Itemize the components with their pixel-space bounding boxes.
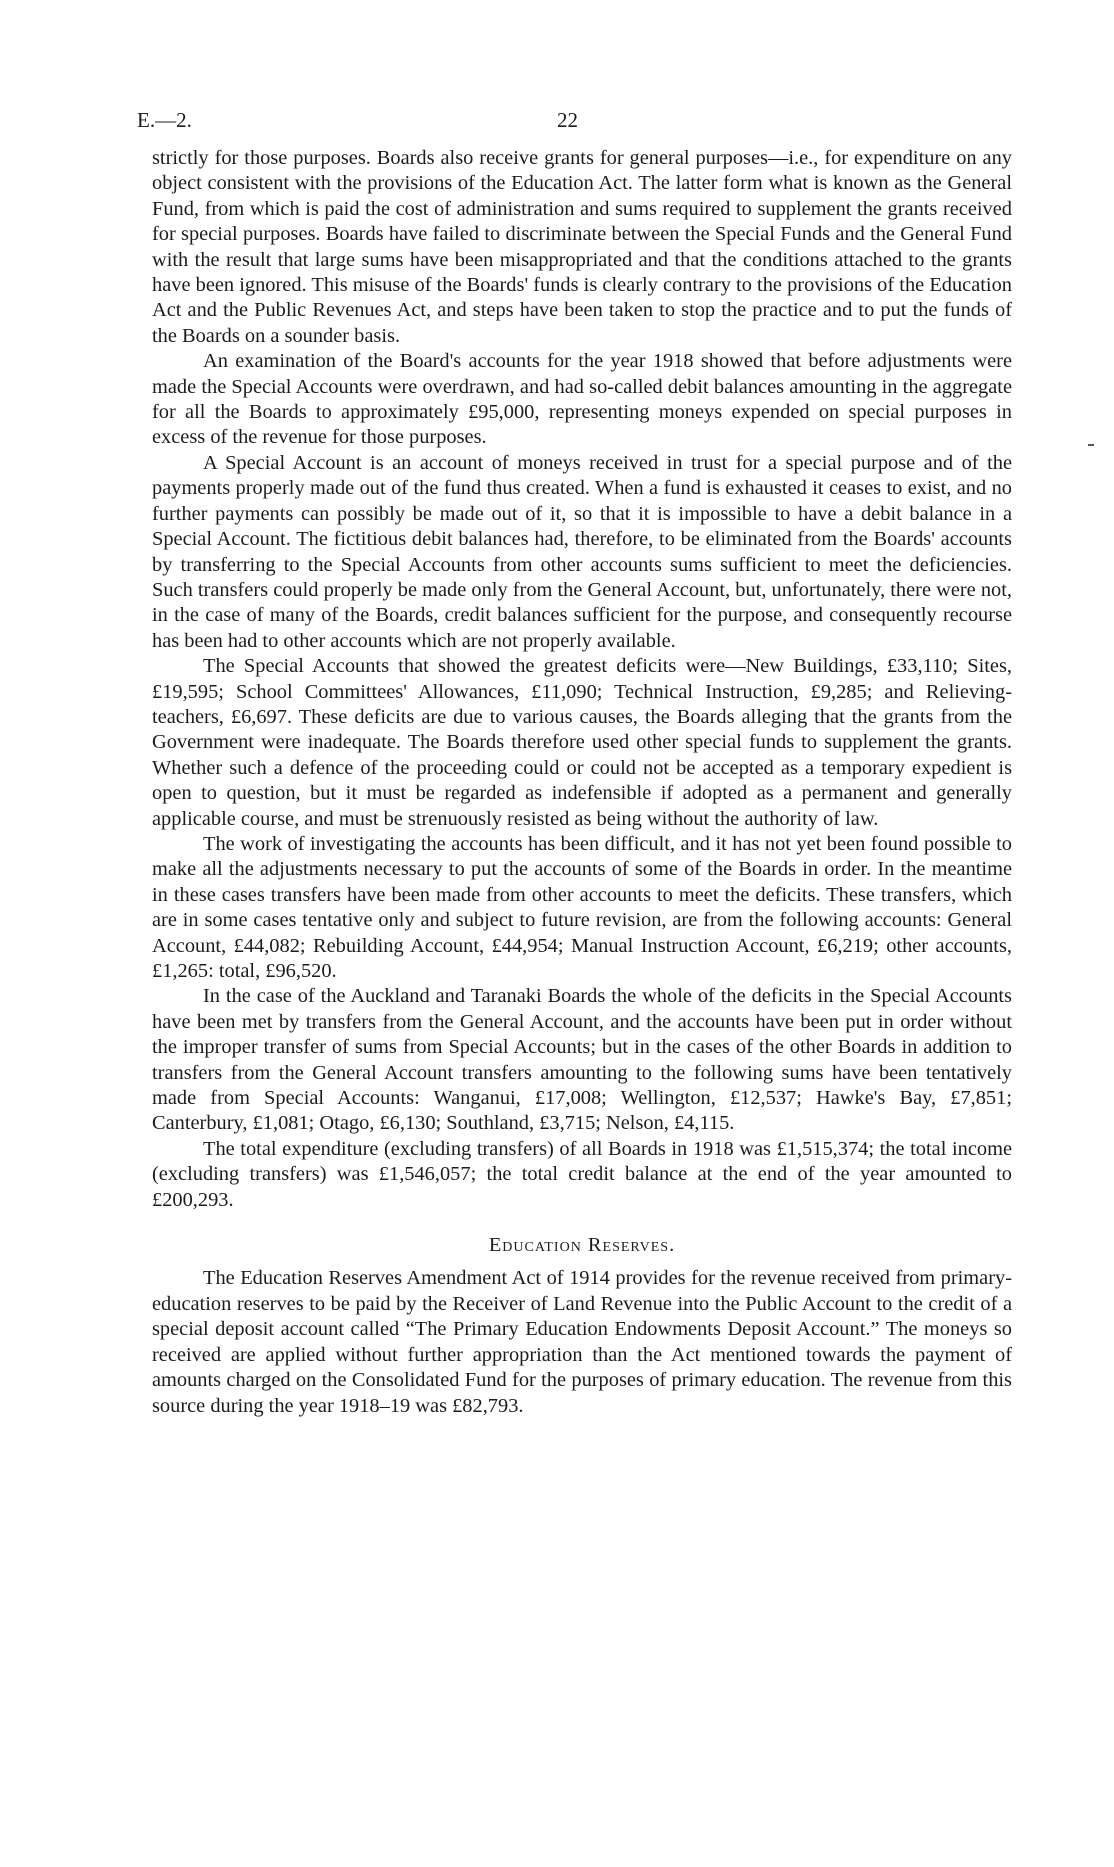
paragraph: In the case of the Auckland and Taranaki Boards the whole of the deficits in the Special Accounts have been met by transfers from the General Account, and the accounts have been put in order without the improper transfer of sums from Special Accounts; but in the cases of the other Boards in addition to transfers from the General Account transfers amounting to the following sums have been tentatively made from Special Accounts: Wanganui, £17,008; Wellington, £12,537; Hawke's Bay, £7,851; Canterbury, £1,081; Otago, £6,130; Southland, £3,715; Nelson, £4,115. <box>152 985 1012 1135</box>
paragraph-continued: strictly for those purposes. Boards also receive grants for general purposes—i.e., for expenditure on any object consistent with the provisions of the Education Act. The latter form what is known as the General Fund, from which is paid the cost of administration and sums required to supplement the grants received for special purposes. Boards have failed to discriminate between the Special Funds and the General Fund with the result that large sums have been misappropriated and that the conditions attached to the grants have been ignored. This misuse of the Boards' funds is clearly contrary to the provisions of the Education Act and the Public Revenues Act, and steps have been taken to stop the practice and to put the funds of the Boards on a sounder basis. <box>152 147 1012 347</box>
paragraph: The total expenditure (excluding transfers) of all Boards in 1918 was £1,515,374; the total income (excluding transfers) was £1,546,057; the total credit balance at the end of the year amounted to £200,293. <box>152 1137 1012 1211</box>
paragraph: A Special Account is an account of moneys received in trust for a special purpose and of the payments properly made out of the fund thus created. When a fund is exhausted it ceases to exist, and no further payments can possibly be made out of it, so that it is impossible to have a debit balance in a Special Account. The fictitious debit balances had, therefore, to be eliminated from the Boards' accounts by transferring to the Special Accounts from other accounts sums sufficient to meet the deficiencies. Such transfers could properly be made only from the General Account, but, unfortunately, there were not, in the case of many of the Boards, credit balances sufficient for the purpose, and consequently recourse has been had to other accounts which are not properly available. <box>152 451 1012 652</box>
paragraph: The Special Accounts that showed the greatest deficits were—New Buildings, £33,110; Sites, £19,595; School Committees' Allowances, £11,090; Technical Instruction, £9,285; and Relieving-teachers, £6,697. These deficits are due to various causes, the Boards alleging that the grants from the Government were inadequate. The Boards therefore used other special funds to supplement the grants. Whether such a defence of the proceeding could or could not be accepted as a temporary expedient is open to question, but it must be regarded as indefensible if adopted as a permanent and generally applicable course, and must be strenuously resisted as being without the authority of law. <box>152 655 1012 830</box>
section-heading: Education Reserves. <box>488 1234 676 1257</box>
body-text <box>152 146 1012 1419</box>
margin-mark <box>1088 444 1094 446</box>
page-number: 22 <box>557 108 578 132</box>
page-header <box>137 108 1017 138</box>
paragraph: An examination of the Board's accounts for the year 1918 showed that before adjustments were made the Special Accounts were overdrawn, and had so-called debit balances amounting in the aggregate for all the Boards to approximately £95,000, representing moneys expended on special purposes in excess of the revenue for those purposes. <box>152 350 1012 449</box>
paragraph: The work of investigating the accounts has been difficult, and it has not yet been found possible to make all the adjustments necessary to put the accounts of some of the Boards in order. In the meantime in these cases transfers have been made from other accounts to meet the deficits. These transfers, which are in some cases tentative only and subject to future revision, are from the following accounts: General Account, £44,082; Rebuilding Account, £44,954; Manual Instruction Account, £6,219; other accounts, £1,265: total, £96,520. <box>152 832 1012 982</box>
section-paragraph: The Education Reserves Amendment Act of 1914 provides for the revenue received from primary-education reserves to be paid by the Receiver of Land Revenue into the Public Account to the credit of a special deposit account called “The Primary Education Endowments Deposit Account.” The moneys so received are applied without further appropriation than the Act mentioned towards the payment of amounts charged on the Consolidated Fund for the purposes of primary education. The revenue from this source during the year 1918–19 was £82,793. <box>152 1267 1012 1417</box>
document-reference: E.—2. <box>137 108 192 132</box>
